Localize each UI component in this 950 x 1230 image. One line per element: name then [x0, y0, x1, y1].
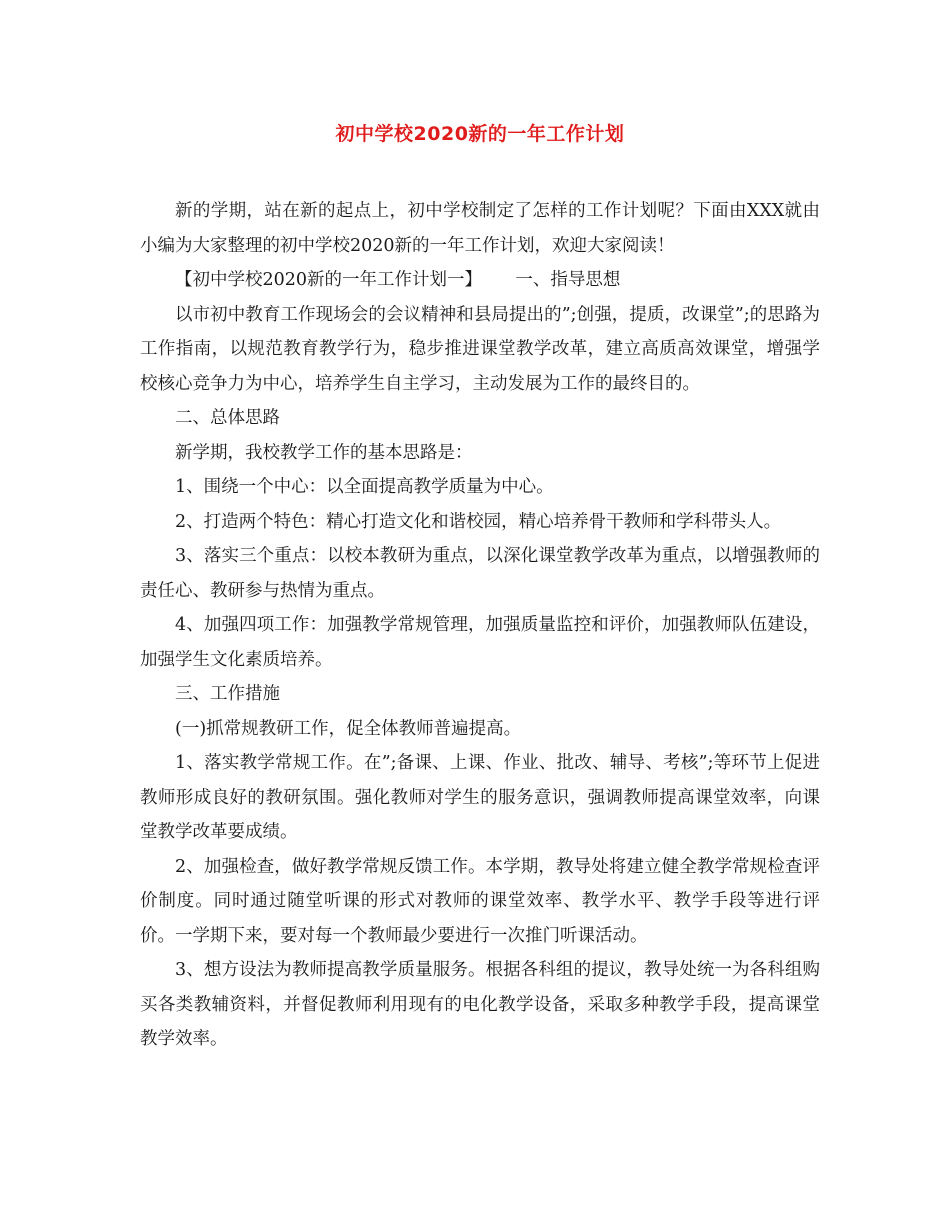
list-item-1: 1、围绕一个中心：以全面提高教学质量为中心。: [175, 477, 554, 497]
paragraph-guiding-thought: 以市初中教育工作现场会的会议精神和县局提出的”;创强，提质，改课堂”;的思路为工作指南，以规范教育教学行为，稳步推进课堂教学改革，建立高质高效课堂，增强学校核心竞争力为中心，培养学生自主学习，主动发展为工作的最终目的。: [140, 304, 820, 394]
measure-item-3: 3、想方设法为教师提高教学质量服务。根据各科组的提议，教导处统一为各科组购买各类教辅资料，并督促教师利用现有的电化教学设备，采取多种教学手段，提高课堂教学效率。: [140, 960, 820, 1049]
document-title: 初中学校2020新的一年工作计划: [335, 123, 625, 145]
list-item-3: 3、落实三个重点：以校本教研为重点，以深化课堂教学改革为重点，以增强教师的责任心、教研参与热情为重点。: [140, 546, 820, 601]
section-heading-measures: 三、工作措施: [175, 684, 280, 704]
measure-item-2: 2、加强检查，做好教学常规反馈工作。本学期，教导处将建立健全教学常规检查评价制度。同时通过随堂听课的形式对教师的课堂效率、教学水平、教学手段等进行评价。一学期下来，要对每一个教师最少要进行一次推门听课活动。: [140, 856, 820, 946]
paragraph-intro: 新的学期，站在新的起点上，初中学校制定了怎样的工作计划呢？下面由XXX就由小编为大家整理的初中学校2020新的一年工作计划，欢迎大家阅读！: [140, 201, 820, 256]
document-body: [140, 194, 820, 1057]
list-item-2: 2、打造两个特色：精心打造文化和谐校园，精心培养骨干教师和学科带头人。: [175, 511, 782, 532]
paragraph-plan-heading: 【初中学校2020新的一年工作计划一】 一、指导思想: [175, 270, 621, 290]
subsection-heading-1: (一)抓常规教研工作，促全体教师普遍提高。: [175, 718, 522, 739]
measure-item-1: 1、落实教学常规工作。在”;备课、上课、作业、批改、辅导、考核”;等环节上促进教师形成良好的教研氛围。强化教师对学生的服务意识，强调教师提高课堂效率，向课堂教学改革要成绩。: [140, 753, 820, 842]
paragraph-overall-intro: 新学期，我校教学工作的基本思路是：: [175, 442, 473, 463]
list-item-4: 4、加强四项工作：加强教学常规管理，加强质量监控和评价，加强教师队伍建设，加强学生文化素质培养。: [140, 615, 820, 670]
document-page: [140, 118, 820, 1057]
section-heading-overall: 二、总体思路: [175, 408, 280, 428]
